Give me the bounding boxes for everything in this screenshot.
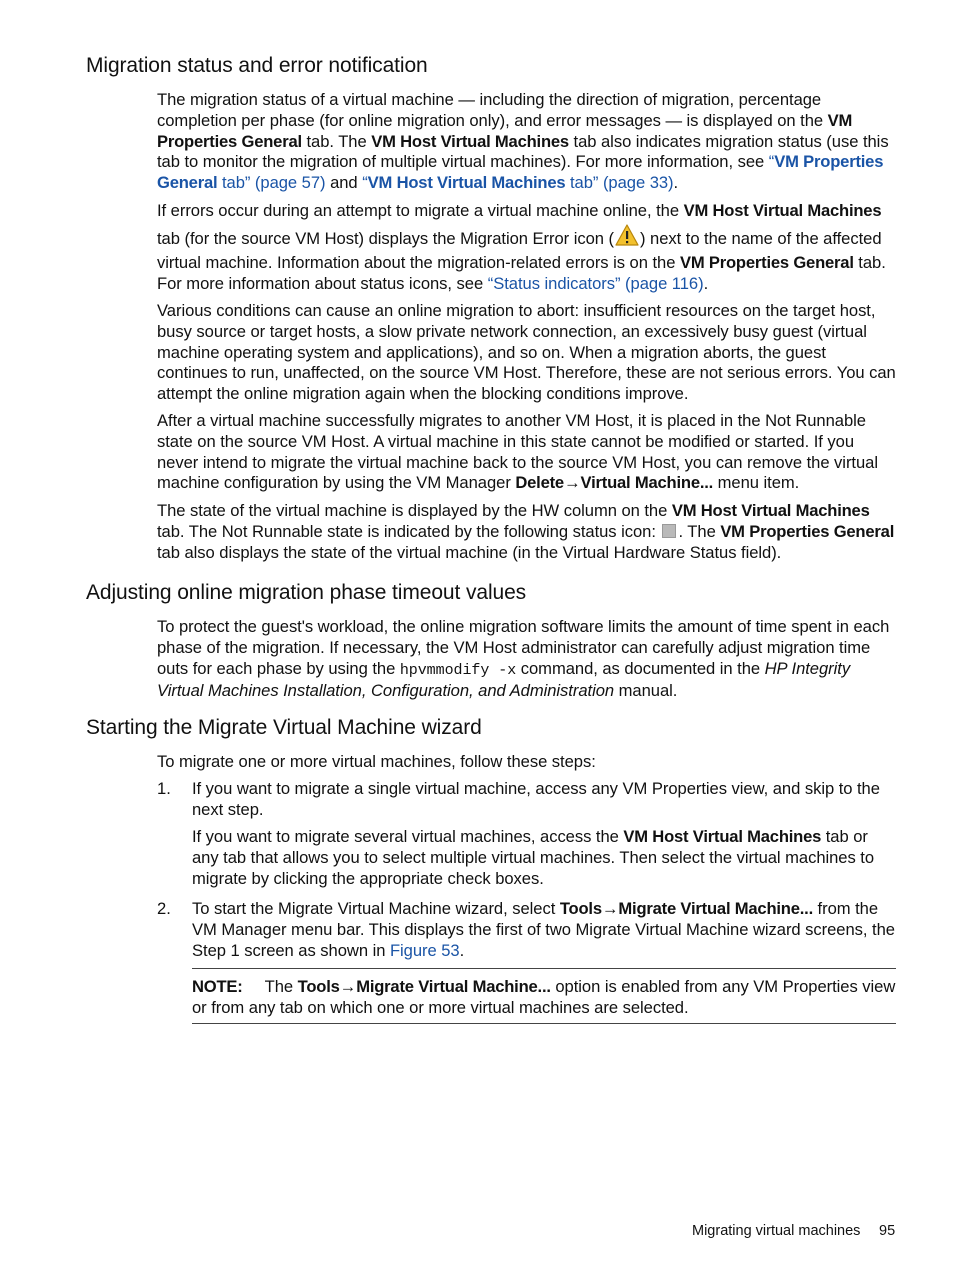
section-heading-migrate-wizard: Starting the Migrate Virtual Machine wizard	[86, 716, 482, 739]
paragraph-timeout-values: To protect the guest's workload, the online migration software limits the amount of time spent in each phase of the migration. If necessary, the VM Host administrator can carefully adjust migration time outs for each phase by using the hpvmmodify -x command, as documented in the HP Integrity Virtual Machines Installation, Configuration, and Administration manual.	[157, 617, 890, 701]
footer-section-title: Migrating virtual machines	[692, 1223, 861, 1239]
paragraph-migration-errors: If errors occur during an attempt to migrate a virtual machine online, the VM Host Virtual Machines tab (for the source VM Host) displays the Migration Error icon ( ) next to the name of the affected virtual machine. Information about the migration-related errors is on the VM Properties General tab. For more information about status icons, see “Status indicators” (page 116).	[157, 201, 886, 293]
step-2-number: 2.	[157, 899, 171, 918]
link-figure-53[interactable]: Figure 53	[389, 940, 460, 960]
paragraph-intro-steps: To migrate one or more virtual machines, follow these steps:	[157, 752, 596, 771]
step-1-text: If you want to migrate a single virtual machine, access any VM Properties view, and skip to the next step.	[192, 779, 880, 819]
paragraph-migration-status: The migration status of a virtual machine — including the direction of migration, percentage completion per phase (for online migration only), and error messages — is displayed on the VM Properties General tab. The VM Host Virtual Machines tab also indicates migration status (use this tab to monitor the migration of multiple virtual machines). For more information, see “VM Properties General tab” (page 57) and “VM Host Virtual Machines tab” (page 33).	[157, 90, 889, 193]
note-label: NOTE:	[192, 977, 243, 996]
note-top-rule	[192, 968, 896, 969]
footer-page-number: 95	[879, 1223, 896, 1239]
section-heading-migration-status: Migration status and error notification	[86, 54, 428, 77]
step-1-subtext: If you want to migrate several virtual machines, access the VM Host Virtual Machines tab or any tab that allows you to select multiple virtual machines. Then select the virtual machines to migrate by clicking the appropriate check boxes.	[192, 827, 875, 888]
link-vm-properties-general-tab[interactable]: “VM Properties General tab” (page 57)	[157, 152, 884, 193]
link-vm-host-virtual-machines-tab[interactable]: “VM Host Virtual Machines tab” (page 33)	[362, 173, 674, 193]
step-1-number: 1.	[157, 779, 171, 798]
paragraph-abort-conditions: Various conditions can cause an online migration to abort: insufficient resources on the target host, busy source or target hosts, a slow private network connection, an excessively busy guest (virtual machine operating system and applications), and so on. When a migration aborts, the guest continues to run, unaffected, on the source VM Host. Therefore, these are not serious errors. You can attempt the online migration again when the blocking conditions improve.	[157, 301, 896, 404]
note-box: NOTE: The Tools→Migrate Virtual Machine... option is enabled from any VM Properties view or from any tab on which one or more virtual machines are selected.	[192, 977, 896, 1017]
step-2-text: To start the Migrate Virtual Machine wizard, select Tools→Migrate Virtual Machine... from the VM Manager menu bar. This displays the first of two Migrate Virtual Machine wizard screens, the Step 1 screen as shown in Figure 53.	[192, 899, 895, 960]
warning-icon	[615, 223, 639, 253]
not-runnable-status-icon	[662, 524, 676, 538]
paragraph-not-runnable-state: After a virtual machine successfully migrates to another VM Host, it is placed in the Not Runnable state on the source VM Host. A virtual machine in this state cannot be modified or started. If you never intend to migrate the virtual machine back to the source VM Host, you can remove the virtual machine configuration by using the VM Manager Delete→Virtual Machine... menu item.	[157, 411, 878, 493]
note-bottom-rule	[192, 1023, 896, 1024]
link-status-indicators[interactable]: “Status indicators” (page 116)	[487, 273, 704, 293]
paragraph-hw-column: The state of the virtual machine is displayed by the HW column on the VM Host Virtual Machines tab. The Not Runnable state is indicated by the following status icon: . The VM Properties General tab also displays the state of the virtual machine (in the Virtual Hardware Status field).	[157, 501, 895, 562]
section-heading-timeout-values: Adjusting online migration phase timeout values	[86, 581, 527, 604]
